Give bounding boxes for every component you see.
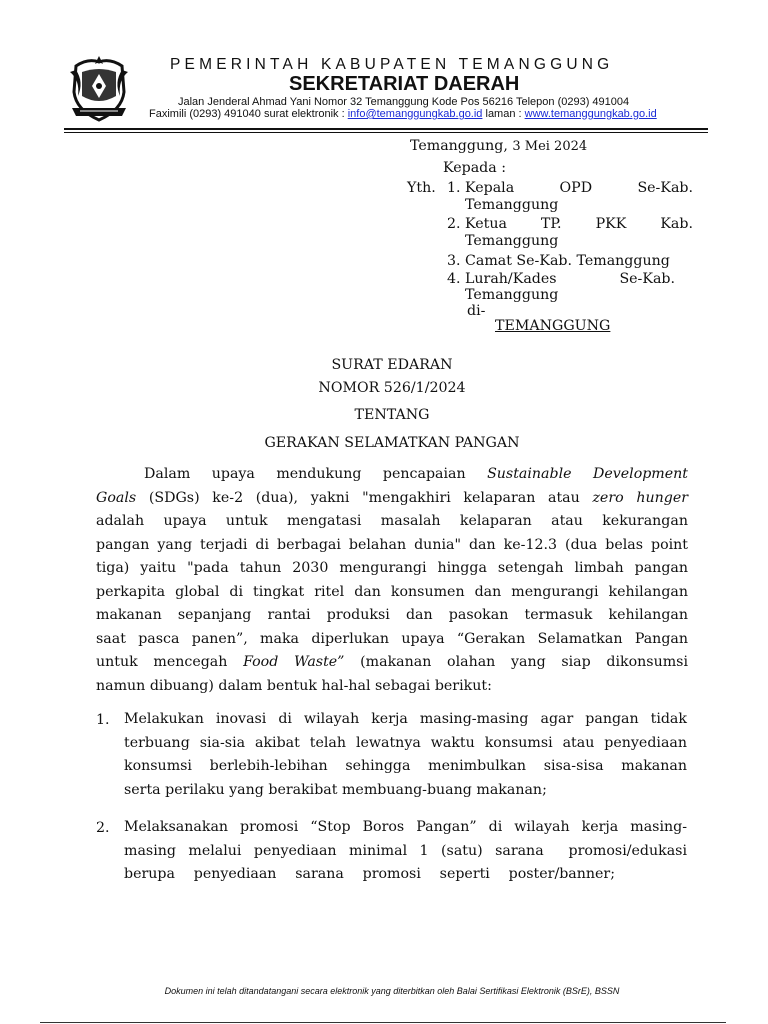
kepada-label: Kepada : [443, 160, 506, 176]
intro-line: perkapita global di tingkat ritel dan konsumen dan mengurangi kehilangan [96, 583, 688, 600]
intro-text: Dalam upaya mendukung pencapaian [144, 466, 488, 482]
header-rule-thick [64, 128, 708, 130]
government-name: PEMERINTAH KABUPATEN TEMANGGUNG [170, 56, 614, 73]
doc-subject: GERAKAN SELAMATKAN PANGAN [264, 435, 520, 451]
point-line: Melakukan inovasi di wilayah kerja masing-masing agar pangan tidak [124, 711, 687, 727]
regency-coat-of-arms-icon [66, 52, 132, 124]
date-line [410, 138, 587, 155]
addressee-2-cont: Temanggung [465, 233, 559, 249]
intro-italic: Goals [96, 489, 137, 506]
addressee-4-word: Se-Kab. [619, 271, 675, 287]
addressee-4-cont: Temanggung [465, 287, 559, 303]
intro-line [96, 487, 688, 511]
page-bottom-rule [40, 1022, 726, 1023]
intro-line [96, 463, 688, 487]
address-line: Jalan Jenderal Ahmad Yani Nomor 32 Temanggung Kode Pos 56216 Telepon (0293) 491004 [178, 96, 630, 108]
intro-line: makanan sepanjang rantai produksi dan pasokan termasuk kehilangan [96, 607, 688, 623]
point-line: Melaksanakan promosi “Stop Boros Pangan” di wilayah kerja masing- [124, 819, 687, 835]
addressee-1-word: Se-Kab. [637, 180, 693, 196]
date-value: 3 Mei 2024 [512, 139, 588, 154]
intro-paragraph [96, 463, 688, 698]
intro-line: saat pasca panen”, maka diperlukan upaya “Gerakan Selamatkan Pangan [96, 630, 688, 647]
addressee-num-3: 3. [447, 253, 461, 269]
point-line: berupa penyediaan sarana promosi seperti poster/banner; [124, 866, 615, 882]
intro-line [96, 651, 688, 675]
addressee-1-cont: Temanggung [465, 197, 559, 213]
point-line: terbuang sia-sia akibat telah lewatnya waktu konsumsi atau penyediaan [124, 734, 687, 751]
addressee-2 [465, 216, 693, 232]
header-rule-thin [64, 132, 708, 133]
web-label: laman : [482, 108, 525, 120]
di-label: di- [467, 303, 486, 319]
addressee-2-word: PKK [595, 216, 627, 232]
point-line: konsumsi berlebih-lebihan sehingga menimbulkan sisa-sisa makanan [124, 758, 687, 774]
intro-italic: Sustainable Development [487, 466, 688, 482]
addressee-2-word: Ketua [465, 216, 507, 232]
intro-line: adalah upaya untuk mengatasi masalah kelaparan atau kekurangan [96, 513, 688, 529]
intro-italic: zero hunger [592, 489, 688, 506]
contact-line [149, 108, 657, 120]
intro-line: pangan yang terjadi di berbagai belahan dunia" dan ke-12.3 (dua belas point [96, 536, 688, 553]
point-line: masing melalui penyediaan minimal 1 (satu) sarana promosi/edukasi [124, 842, 687, 859]
addressee-2-word: Kab. [660, 216, 693, 232]
addressee-4 [465, 271, 675, 287]
addressee-num-2: 2. [447, 216, 461, 232]
addressee-2-word: TP. [540, 216, 562, 232]
addressee-1-word: OPD [559, 180, 593, 196]
office-name: SEKRETARIAT DAERAH [289, 73, 520, 95]
intro-text: (SDGs) ke-2 (dua), yakni "mengakhiri kelaparan atau [136, 489, 593, 506]
point-1 [124, 708, 687, 802]
point-line: serta perilaku yang berakibat membuang-buang makanan; [124, 781, 547, 798]
addressee-4-word: Lurah/Kades [465, 271, 557, 287]
yth-label: Yth. [407, 180, 436, 196]
esign-footer: Dokumen ini telah ditandatangani secara elektronik yang diterbitkan oleh Balai Sertifikasi Elektronik (BSrE), BSSN [164, 986, 620, 996]
addressee-1 [465, 180, 693, 196]
addressee-3: Camat Se-Kab. Temanggung [465, 253, 670, 269]
addressee-num-1: 1. [447, 180, 461, 196]
email-link[interactable]: info@temanggungkab.go.id [347, 108, 483, 120]
intro-italic: Food Waste” [243, 654, 345, 670]
date-place: Temanggung, [410, 138, 508, 154]
intro-line: tiga) yaitu "pada tahun 2030 mengurangi hingga setengah limbah pangan [96, 560, 688, 576]
website-link[interactable]: www.temanggungkab.go.id [524, 108, 657, 120]
point-2 [124, 816, 687, 887]
fax-text: Faximili (0293) 491040 surat elektronik : [149, 108, 348, 120]
addressee-city: TEMANGGUNG [495, 318, 611, 334]
doc-number: NOMOR 526/1/2024 [318, 380, 466, 396]
doc-type: SURAT EDARAN [331, 357, 453, 373]
addressee-1-word: Kepala [465, 180, 515, 196]
addressee-num-4: 4. [447, 271, 461, 287]
doc-about: TENTANG [354, 407, 430, 423]
intro-text: untuk mencegah [96, 654, 244, 670]
point-number-2: 2. [96, 820, 110, 836]
point-number-1: 1. [96, 712, 110, 728]
intro-line: namun dibuang) dalam bentuk hal-hal sebagai berikut: [96, 677, 492, 694]
intro-text: (makanan olahan yang siap dikonsumsi [344, 654, 688, 670]
